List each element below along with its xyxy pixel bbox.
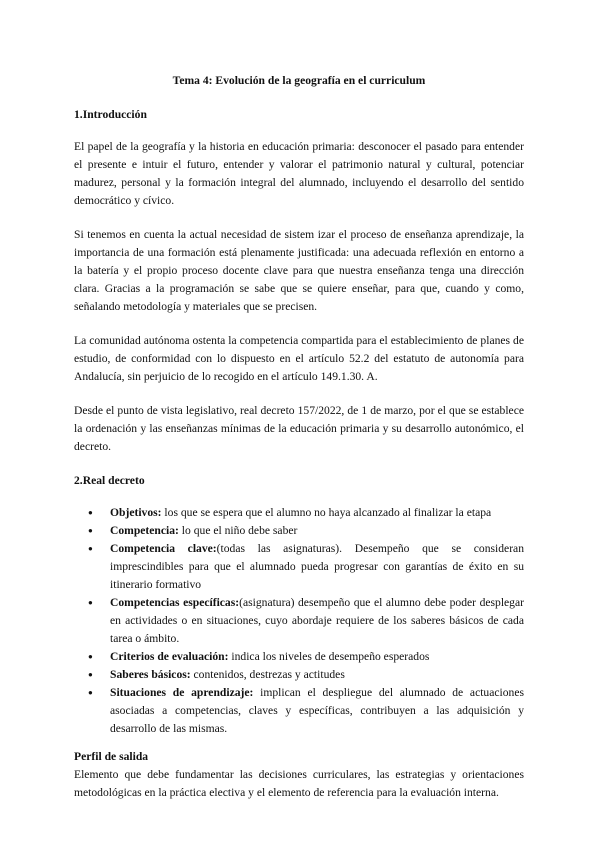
list-item [110, 594, 524, 648]
paragraph: El papel de la geografía y la historia en educación primaria: desconocer el pasado para entender el presente e intuir el futuro, entender y valorar el patrimonio natural y cultural, potenciar madurez, personal y la formación integral del alumnado, incluyendo el desarrollo del sentido democrático y cívico. [74, 140, 524, 207]
list-item-text: los que se espera que el alumno no haya alcanzado al finalizar la etapa [161, 506, 492, 519]
list-item-term: Competencia clave: [110, 542, 217, 555]
list-item-text: lo que el niño debe saber [178, 524, 298, 537]
list-item-text: (todas las asignaturas). Desempeño que se consideran imprescindibles para que el alumnado pueda progresar con garantías de éxito en su itinerario formativo [110, 542, 524, 591]
list-item-term: Competencia: [110, 524, 179, 537]
perfil-heading: Perfil de salida [74, 750, 149, 763]
list-item-term: Criterios de evaluación: [110, 650, 229, 663]
list-item-text: (asignatura) desempeño que el alumno debe poder desplegar en actividades o en situaciones, cuyo abordaje requiere de los saberes básicos de cada tarea o ámbito. [110, 596, 524, 645]
paragraph: Si tenemos en cuenta la actual necesidad de sistem izar el proceso de enseñanza aprendizaje, la importancia de una formación está plenamente justificada: una adecuada reflexión en entorno a la batería y el propio proceso docente clave para que nuestra enseñanza tenga una dirección clara. Gracias a la programación se sabe que se quiere enseñar, para que, cuando y como, señalando metodología y materiales que se precisen. [74, 228, 524, 313]
section-heading-real-decreto: 2.Real decreto [74, 474, 145, 487]
list-item [110, 684, 524, 738]
perfil-paragraph: Elemento que debe fundamentar las decisiones curriculares, las estrategias y orientaciones metodológicas en la práctica electiva y el elemento de referencia para la evaluación interna. [74, 768, 524, 799]
paragraph: La comunidad autónoma ostenta la competencia compartida para el establecimiento de planes de estudio, de conformidad con lo dispuesto en el artículo 52.2 del estatuto de autonomía para Andalucía, sin perjuicio de lo recogido en el artículo 149.1.30. A. [74, 334, 524, 383]
list-item [110, 522, 524, 540]
list-item [110, 540, 524, 594]
section-heading-introduccion: 1.Introducción [74, 108, 147, 121]
list-item-text: implican el despliegue del alumnado de actuaciones asociadas a competencias, claves y específicas, contribuyen a las adquisición y desarrollo de las mismas. [110, 686, 524, 735]
document-title: Tema 4: Evolución de la geografía en el curriculum [172, 74, 426, 87]
list-item-text: contenidos, destrezas y actitudes [190, 668, 345, 681]
list-item-term: Competencias específicas: [110, 596, 240, 609]
list-item-text: indica los niveles de desempeño esperados [228, 650, 430, 663]
list-item [110, 504, 524, 522]
paragraph: Desde el punto de vista legislativo, real decreto 157/2022, de 1 de marzo, por el que se establece la ordenación y las enseñanzas mínimas de la educación primaria y su desarrollo autonómico, el decreto. [74, 404, 524, 453]
list-item [110, 666, 524, 684]
bullet-list [74, 504, 524, 738]
list-item-term: Objetivos: [110, 506, 162, 519]
list-item [110, 648, 524, 666]
list-item-term: Saberes básicos: [110, 668, 191, 681]
list-item-term: Situaciones de aprendizaje: [110, 686, 254, 699]
